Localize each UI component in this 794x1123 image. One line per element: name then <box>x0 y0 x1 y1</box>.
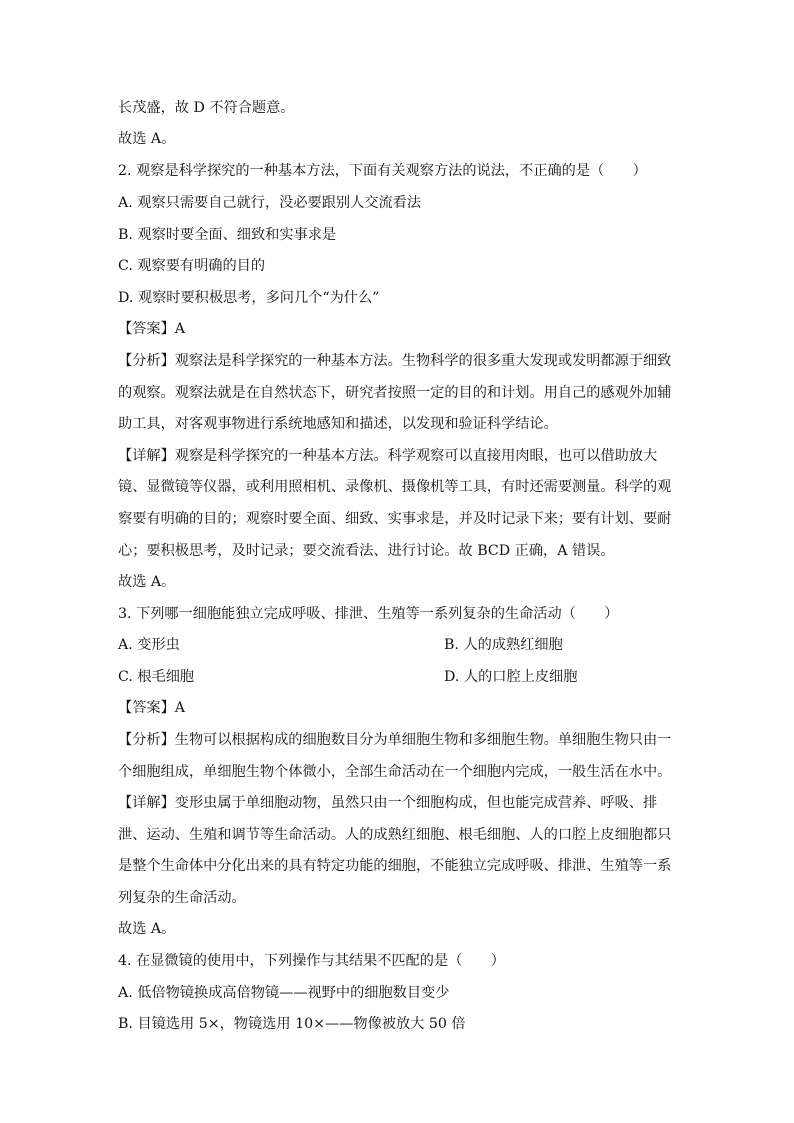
detail: 【详解】观察是科学探究的一种基本方法。科学观察可以直接用肉眼，也可以借助放大 <box>118 448 658 464</box>
detail: 心；要积极思考，及时记录；要交流看法、进行讨论。故 BCD 正确，A 错误。 <box>118 543 615 559</box>
option-d: D. 观察时要积极思考，多问几个“为什么” <box>118 290 380 306</box>
question-3: 3. 下列哪一细胞能独立完成呼吸、排泄、生殖等一系列复杂的生命活动（ ） <box>118 606 619 622</box>
detail: 【详解】变形虫属于单细胞动物，虽然只由一个细胞构成，但也能完成营养、呼吸、排 <box>118 795 658 811</box>
question-2: 2. 观察是科学探究的一种基本方法，下面有关观察方法的说法，不正确的是（ ） <box>118 163 647 179</box>
answer: 【答案】A <box>118 700 185 716</box>
option-a: A. 低倍物镜换成高倍物镜——视野中的细胞数目变少 <box>118 985 450 1001</box>
option-c: C. 观察要有明确的目的 <box>118 258 266 274</box>
detail: 泄、运动、生殖和调节等生命活动。人的成熟红细胞、根毛细胞、人的口腔上皮细胞都只 <box>118 827 672 843</box>
option-b: B. 目镜选用 5×，物镜选用 10×——物像被放大 50 倍 <box>118 1016 466 1032</box>
detail: 镜、显微镜等仪器，或利用照相机、录像机、摄像机等工具，有时还需要测量。科学的观 <box>118 479 672 495</box>
analysis: 【分析】观察法是科学探究的一种基本方法。生物科学的很多重大发现或发明都源于细致 <box>118 353 672 369</box>
analysis: 个细胞组成，单细胞生物个体微小，全部生命活动在一个细胞内完成，一般生活在水中。 <box>118 764 672 780</box>
option-a: A. 变形虫 <box>118 637 180 653</box>
analysis: 助工具，对客观事物进行系统地感知和描述，以发现和验证科学结论。 <box>118 416 558 432</box>
detail: 列复杂的生命活动。 <box>118 890 246 906</box>
text-line: 故选 A。 <box>118 131 176 147</box>
text-line: 故选 A。 <box>118 921 176 937</box>
answer: 【答案】A <box>118 321 185 337</box>
option-b: B. 人的成熟红细胞 <box>444 637 563 653</box>
text-line: 长茂盛，故 D 不符合题意。 <box>118 100 295 116</box>
detail: 察要有明确的目的；观察时要全面、细致、实事求是，并及时记录下来；要有计划、要耐 <box>118 511 672 527</box>
analysis: 的观察。观察法就是在自然状态下，研究者按照一定的目的和计划。用自己的感观外加辅 <box>118 385 672 401</box>
question-4: 4. 在显微镜的使用中，下列操作与其结果不匹配的是（ ） <box>118 953 505 969</box>
text-line: 故选 A。 <box>118 574 176 590</box>
detail: 是整个生命体中分化出来的具有特定功能的细胞，不能独立完成呼吸、排泄、生殖等一系 <box>118 858 672 874</box>
analysis: 【分析】生物可以根据构成的细胞数目分为单细胞生物和多细胞生物。单细胞生物只由一 <box>118 732 672 748</box>
option-d: D. 人的口腔上皮细胞 <box>444 669 578 685</box>
option-b: B. 观察时要全面、细致和实事求是 <box>118 227 337 243</box>
option-a: A. 观察只需要自己就行，没必要跟别人交流看法 <box>118 195 422 211</box>
option-c: C. 根毛细胞 <box>118 669 195 685</box>
